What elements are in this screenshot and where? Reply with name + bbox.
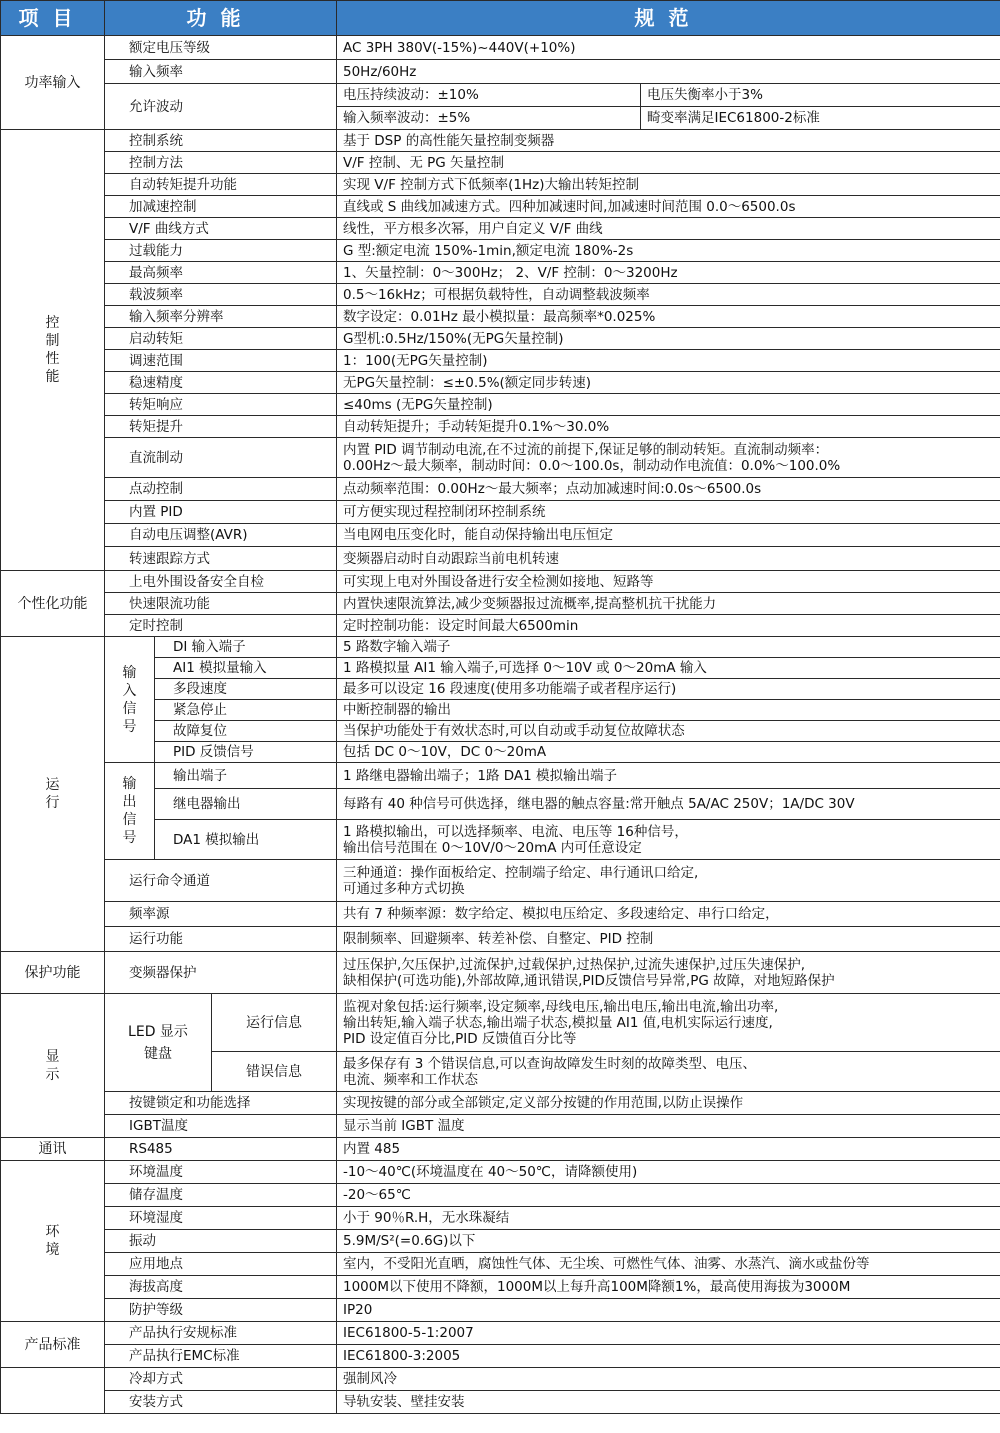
spec-cell: IEC61800-5-1:2007 (337, 1322, 1000, 1345)
fn-cell: 额定电压等级 (105, 36, 337, 60)
spec-cell: 三种通道：操作面板给定、控制端子给定、串行通讯口给定, 可通过多种方式切换 (337, 860, 1000, 902)
spec-cell: 强制风冷 (337, 1368, 1000, 1391)
cat-env: 环 境 (1, 1161, 105, 1322)
fn-cell: 上电外围设备安全自检 (105, 571, 337, 593)
spec-cell: G 型:额定电流 150%-1min,额定电流 180%-2s (337, 240, 1000, 262)
fn-cell: 防护等级 (105, 1299, 337, 1322)
spec-cell: 实现按键的部分或全部锁定,定义部分按键的作用范围,以防止误操作 (337, 1092, 1000, 1115)
spec-cell: 内置 485 (337, 1138, 1000, 1161)
fn-cell: 运行功能 (105, 927, 337, 952)
fn-cell: 内置 PID (105, 501, 337, 524)
cat-control: 控 制 性 能 (1, 130, 105, 571)
fn-cell: 继电器输出 (155, 789, 337, 820)
fn-cell: 应用地点 (105, 1253, 337, 1276)
cat-standard: 产品标准 (1, 1322, 105, 1368)
spec-cell: 50Hz/60Hz (337, 60, 1000, 84)
fn-cell: 允许波动 (105, 84, 337, 130)
fn-cell: 紧急停止 (155, 700, 337, 721)
header-spec: 规范 (337, 1, 1000, 36)
spec-cell: IEC61800-3:2005 (337, 1345, 1000, 1368)
spec-cell: 数字设定：0.01Hz 最小模拟量：最高频率*0.025% (337, 306, 1000, 328)
fn-cell: 自动转矩提升功能 (105, 174, 337, 196)
subcat-led-keyboard: LED 显示 键盘 (105, 994, 212, 1092)
spec-cell: 变频器启动时自动跟踪当前电机转速 (337, 547, 1000, 571)
fn-cell: 多段速度 (155, 679, 337, 700)
fn-cell: 转矩提升 (105, 416, 337, 438)
spec-cell: 小于 90％R.H，无水珠凝结 (337, 1207, 1000, 1230)
header-item: 项目 (1, 1, 105, 36)
fn-cell: 加减速控制 (105, 196, 337, 218)
spec-cell: 畸变率满足IEC61800-2标准 (641, 107, 1000, 130)
spec-cell: 中断控制器的输出 (337, 700, 1000, 721)
cat-protect: 保护功能 (1, 952, 105, 994)
spec-cell: AC 3PH 380V(-15%)~440V(+10%) (337, 36, 1000, 60)
fn-cell: 输入频率 (105, 60, 337, 84)
spec-cell: 5.9M/S²(=0.6G)以下 (337, 1230, 1000, 1253)
spec-cell: 点动频率范围：0.00Hz～最大频率；点动加减速时间:0.0s～6500.0s (337, 478, 1000, 501)
fn-cell: 环境湿度 (105, 1207, 337, 1230)
fn-cell: 直流制动 (105, 438, 337, 478)
cat-blank (1, 1368, 105, 1414)
spec-cell: 可方便实现过程控制闭环控制系统 (337, 501, 1000, 524)
fn-cell: 产品执行EMC标准 (105, 1345, 337, 1368)
cat-display: 显 示 (1, 994, 105, 1138)
fn-cell: IGBT温度 (105, 1115, 337, 1138)
fn-cell: 调速范围 (105, 350, 337, 372)
cat-power: 功率输入 (1, 36, 105, 130)
spec-cell: 自动转矩提升；手动转矩提升0.1%～30.0% (337, 416, 1000, 438)
fn-cell: 转矩响应 (105, 394, 337, 416)
spec-cell: G型机:0.5Hz/150%(无PG矢量控制) (337, 328, 1000, 350)
spec-cell: 当电网电压变化时，能自动保持输出电压恒定 (337, 524, 1000, 547)
spec-cell: 导轨安装、壁挂安装 (337, 1391, 1000, 1414)
spec-cell: 共有 7 种频率源：数字给定、模拟电压给定、多段速给定、串行口给定， (337, 902, 1000, 927)
spec-cell: 1 路模拟量 AI1 输入端子,可选择 0～10V 或 0～20mA 输入 (337, 658, 1000, 679)
spec-cell: 可实现上电对外围设备进行安全检测如接地、短路等 (337, 571, 1000, 593)
fn-cell: 储存温度 (105, 1184, 337, 1207)
spec-cell: 内置快速限流算法,减少变频器报过流概率,提高整机抗干扰能力 (337, 593, 1000, 615)
fn-cell: 冷却方式 (105, 1368, 337, 1391)
fn-cell: 频率源 (105, 902, 337, 927)
spec-cell: 电压失衡率小于3% (641, 84, 1000, 107)
spec-cell: 限制频率、回避频率、转差补偿、自整定、PID 控制 (337, 927, 1000, 952)
header-row (1, 1, 1000, 36)
fn-cell: 环境温度 (105, 1161, 337, 1184)
fn-cell: 载波频率 (105, 284, 337, 306)
spec-cell: 无PG矢量控制：≤±0.5%(额定同步转速) (337, 372, 1000, 394)
fn-cell: 按键锁定和功能选择 (105, 1092, 337, 1115)
spec-cell: 直线或 S 曲线加减速方式。四种加减速时间,加减速时间范围 0.0～6500.0s (337, 196, 1000, 218)
fn-cell: 自动电压调整(AVR) (105, 524, 337, 547)
fn-cell: 变频器保护 (105, 952, 337, 994)
subcat-input-signal: 输 入 信 号 (105, 637, 155, 763)
fn-cell: 控制方法 (105, 152, 337, 174)
fn-cell: 故障复位 (155, 721, 337, 742)
fn-cell: 定时控制 (105, 615, 337, 637)
spec-cell: 基于 DSP 的高性能矢量控制变频器 (337, 130, 1000, 152)
spec-cell: 定时控制功能：设定时间最大6500min (337, 615, 1000, 637)
spec-cell: 当保护功能处于有效状态时,可以自动或手动复位故障状态 (337, 721, 1000, 742)
spec-cell: 最多保存有 3 个错误信息,可以查询故障发生时刻的故障类型、电压、 电流、频率和工作状态 (337, 1052, 1000, 1092)
fn-cell: DI 输入端子 (155, 637, 337, 658)
spec-cell: 内置 PID 调节制动电流,在不过流的前提下,保证足够的制动转矩。直流制动频率： 0.00Hz～最大频率，制动时间：0.0～100.0s，制动动作电流值：0.0%～100.0% (337, 438, 1000, 478)
spec-cell: 显示当前 IGBT 温度 (337, 1115, 1000, 1138)
cat-run: 运 行 (1, 637, 105, 952)
fn-cell: 海拔高度 (105, 1276, 337, 1299)
fn-cell: PID 反馈信号 (155, 742, 337, 763)
spec-cell: 过压保护,欠压保护,过流保护,过载保护,过热保护,过流失速保护,过压失速保护, 缺相保护(可选功能),外部故障,通讯错误,PID反馈信号异常,PG 故障，对地短路保护 (337, 952, 1000, 994)
spec-cell: 室内，不受阳光直晒，腐蚀性气体、无尘埃、可燃性气体、油雾、水蒸汽、滴水或盐份等 (337, 1253, 1000, 1276)
fn-cell: V/F 曲线方式 (105, 218, 337, 240)
fn-cell: 安装方式 (105, 1391, 337, 1414)
fn-cell: 输入频率分辨率 (105, 306, 337, 328)
fn-cell: 点动控制 (105, 478, 337, 501)
spec-cell: 包括 DC 0～10V，DC 0～20mA (337, 742, 1000, 763)
fn-cell: 错误信息 (212, 1052, 337, 1092)
spec-cell: 0.5～16kHz；可根据负载特性，自动调整载波频率 (337, 284, 1000, 306)
spec-cell: 1 路模拟输出，可以选择频率、电流、电压等 16种信号， 输出信号范围在 0～10V/0～20mA 内可任意设定 (337, 820, 1000, 860)
spec-cell: 最多可以设定 16 段速度(使用多功能端子或者程序运行) (337, 679, 1000, 700)
header-function: 功能 (105, 1, 337, 36)
fn-cell: 启动转矩 (105, 328, 337, 350)
fn-cell: 稳速精度 (105, 372, 337, 394)
spec-cell: 1000M以下使用不降额，1000M以上每升高100M降额1%，最高使用海拔为3000M (337, 1276, 1000, 1299)
fn-cell: AI1 模拟量输入 (155, 658, 337, 679)
spec-cell: 监视对象包括:运行频率,设定频率,母线电压,输出电压,输出电流,输出功率, 输出转矩,输入端子状态,输出端子状态,模拟量 AI1 值,电机实际运行速度, PID 设定值百分比,PID 反馈值百分比等 (337, 994, 1000, 1052)
spec-cell: -20～65℃ (337, 1184, 1000, 1207)
fn-cell: 运行信息 (212, 994, 337, 1052)
spec-cell: V/F 控制、无 PG 矢量控制 (337, 152, 1000, 174)
spec-cell: 输入频率波动：±5% (337, 107, 641, 130)
fn-cell: 控制系统 (105, 130, 337, 152)
fn-cell: 振动 (105, 1230, 337, 1253)
fn-cell: 转速跟踪方式 (105, 547, 337, 571)
spec-cell: ≤40ms (无PG矢量控制) (337, 394, 1000, 416)
spec-cell: -10～40℃(环境温度在 40～50℃，请降额使用) (337, 1161, 1000, 1184)
spec-cell: 电压持续波动：±10% (337, 84, 641, 107)
subcat-output-signal: 输 出 信 号 (105, 763, 155, 860)
fn-cell: 最高频率 (105, 262, 337, 284)
spec-cell: 1：100(无PG矢量控制) (337, 350, 1000, 372)
spec-cell: 实现 V/F 控制方式下低频率(1Hz)大输出转矩控制 (337, 174, 1000, 196)
fn-cell: RS485 (105, 1138, 337, 1161)
fn-cell: 产品执行安规标准 (105, 1322, 337, 1345)
fn-cell: 过载能力 (105, 240, 337, 262)
fn-cell: 输出端子 (155, 763, 337, 789)
cat-personal: 个性化功能 (1, 571, 105, 637)
fn-cell: DA1 模拟输出 (155, 820, 337, 860)
fn-cell: 运行命令通道 (105, 860, 337, 902)
spec-cell: 每路有 40 种信号可供选择，继电器的触点容量:常开触点 5A/AC 250V；1A/DC 30V (337, 789, 1000, 820)
spec-cell: 5 路数字输入端子 (337, 637, 1000, 658)
spec-cell: 1 路继电器输出端子；1路 DA1 模拟输出端子 (337, 763, 1000, 789)
spec-cell: 线性，平方根多次幂，用户自定义 V/F 曲线 (337, 218, 1000, 240)
spec-cell: 1、矢量控制：0～300Hz； 2、V/F 控制：0～3200Hz (337, 262, 1000, 284)
cat-comm: 通讯 (1, 1138, 105, 1161)
fn-cell: 快速限流功能 (105, 593, 337, 615)
spec-cell: IP20 (337, 1299, 1000, 1322)
